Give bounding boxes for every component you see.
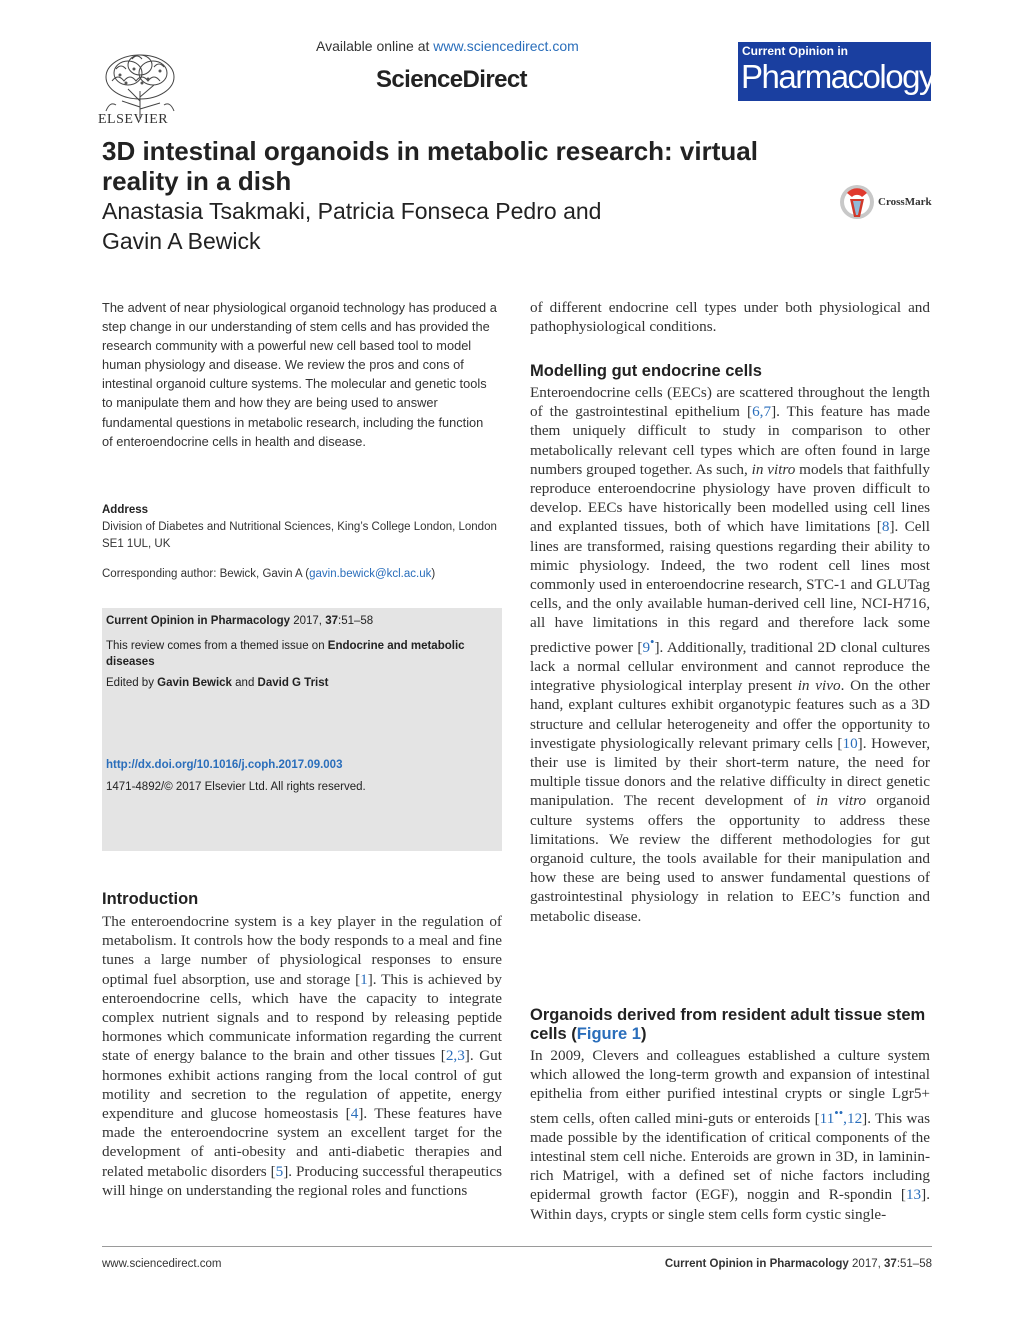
info-theme-name: Endocrine and metabolic diseases (106, 640, 465, 668)
introduction-body: The enteroendocrine system is a key player in the regulation of metabolism. It controls how the body responds to a meal and fine tunes a large number of physiological responses to ensure optimal fuel absorption, use and storage [1]. This is achieved by enteroendocrine cells, which have the capacity to integrate complex nutrient signals and to respond by releasing peptide hormones which communicate information regarding the current state of energy balance to the brain and other tissues [2,3]. Gut hormones exhibit actions ranging from the local control of gut motility and secretion to the regulation of appetite, energy expenditure and glucose homeostasis [4]. These features have made the enteroendocrine system an excellent target for the development of anti-obesity and anti-diabetic therapies and related metabolic disorders [5]. Producing successful therapeutics will hinge on understanding the regional roles and functions (102, 913, 503, 1199)
figure-1-link[interactable]: Figure 1 (576, 1025, 641, 1043)
corresponding-suffix: ) (431, 568, 436, 580)
footer-pages: :51–58 (896, 1258, 932, 1270)
citation-link[interactable]: 6,7 (752, 403, 772, 421)
info-editor-2: David G Trist (257, 677, 329, 689)
citation-link[interactable]: 4 (350, 1105, 359, 1123)
citation-link[interactable]: 13 (905, 1186, 922, 1204)
info-editors (106, 677, 328, 689)
footer-year: 2017, (848, 1258, 885, 1270)
modelling-body: Enteroendocrine cells (EECs) are scattered throughout the length of the gastrointestinal epithelium [6,7]. This feature has made them uniquely difficult to study in comparison to other metabolically relevant cell types which are often found in large numbers grouped together. As such, in vitro models that faithfully reproduce enteroendocrine physiology have proven difficult to develop. EECs have historically been modelled using cell lines and explanted tissues, both of which have limitations [8]. Cell lines are transformed, raising questions regarding their ability to mimic physiology. Indeed, the two rodent cell lines most commonly used in enteroendocrine research, STC-1 and GLUTag cells, and the only available human-derived cell line, NCI-H716, all have limitations in this regard and therefore lack some predictive power [9•]. Additionally, traditional 2D clonal cultures lack a normal cellular environment and cannot reproduce the integrative physiological interplay present in vivo. On the other hand, explant cultures exhibit organotypic features such as a 3D structure and cellular heterogeneity and offer the opportunity to investigate physiologically relevant primary cells [10]. However, their use is limited by their short-term nature, the need for multiple tissue donors and the relative difficulty in direct genetic manipulation. The recent development of in vitro organoid culture systems offers the opportunity to address these limitations. We review the different methodologies for gut organoid culture, the tools available for their manipulation and how these are being used to answer fundamental questions of gastrointestinal physiology in relation to EEC’s function and metabolic disease. (530, 384, 931, 925)
available-prefix: Available online at (316, 38, 434, 54)
citation-link[interactable]: 9• (642, 634, 655, 656)
organoid-heading-text: Organoids derived from resident adult tissue stem cells ( (530, 1006, 926, 1043)
article-authors (102, 196, 702, 256)
info-editor-1: Gavin Bewick (157, 677, 232, 689)
organoid-heading-end: ) (640, 1025, 647, 1043)
modelling-heading: Modelling gut endocrine cells (530, 362, 762, 380)
info-theme-prefix: This review comes from a themed issue on (106, 640, 328, 652)
info-theme (106, 638, 498, 670)
citation-link[interactable]: 1 (360, 970, 368, 988)
introduction-continued: of different endocrine cell types under both physiological and pathophysiological conditions. (530, 299, 930, 336)
article-info-box (102, 608, 502, 851)
footer-website: www.sciencedirect.com (102, 1258, 222, 1270)
organoid-heading (530, 1006, 930, 1044)
citation-link[interactable]: 11••,12 (819, 1105, 863, 1127)
corresponding-prefix: Corresponding author: Bewick, Gavin A ( (102, 568, 310, 580)
info-year: 2017, (290, 615, 326, 627)
organoid-body: In 2009, Clevers and colleagues established a culture system which allowed the long-term growth and expansion of intestinal epithelia from either purified intestinal crypts or single Lgr5+ stem cells, often called mini-guts or enteroids [11••,12]. This was made possible by the identification of critical components of the intestinal stem cell niche. Enteroids are grown in 3D, in laminin-rich Matrigel, with a defined set of niche factors including epidermal growth factor (EGF), noggin and R-spondin [13]. Within days, crypts or single stem cells form cystic single- (530, 1047, 931, 1223)
authors-line-2: Gavin A Bewick (102, 228, 261, 254)
address-text: Division of Diabetes and Nutritional Sciences, King’s College London, London SE1 1UL, UK (102, 521, 497, 550)
crossmark-label: CrossMark (878, 196, 932, 208)
doi-link[interactable]: http://dx.doi.org/10.1016/j.coph.2017.09.003 (106, 759, 343, 771)
info-pages: :51–58 (338, 615, 374, 627)
publisher-name: ELSEVIER (98, 112, 169, 127)
info-copyright: 1471-4892/© 2017 Elsevier Ltd. All rights reserved. (106, 781, 366, 793)
article-title: 3D intestinal organoids in metabolic research: virtual reality in a dish (102, 136, 758, 196)
journal-logo (738, 42, 934, 101)
citation-link[interactable]: 10 (842, 734, 858, 752)
introduction-heading: Introduction (102, 890, 199, 908)
available-online (316, 38, 579, 54)
authors-line-1: Anastasia Tsakmaki, Patricia Fonseca Pedro and (102, 198, 602, 224)
footer-citation (665, 1258, 932, 1270)
info-citation (106, 615, 373, 627)
citation-link[interactable]: 2,3 (445, 1047, 465, 1065)
info-edited-prefix: Edited by (106, 677, 158, 689)
corresponding-email-link[interactable]: gavin.bewick@kcl.ac.uk (309, 568, 432, 580)
abstract: The advent of near physiological organoid technology has produced a step change in our understanding of stem cells and has provided the research community with a powerful new cell based tool to model human physiology and disease. We review the pros and cons of intestinal organoid culture systems. The molecular and genetic tools to manipulate them and how they are being used to answer fundamental questions in metabolic research, including the function of enteroendocrine cells in health and disease. (102, 300, 497, 449)
address-heading: Address (102, 504, 149, 516)
sciencedirect-wordmark: ScienceDirect (376, 66, 527, 93)
info-editors-and: and (231, 677, 258, 689)
citation-link[interactable]: 8 (881, 518, 890, 536)
footer-journal: Current Opinion in Pharmacology (664, 1258, 849, 1270)
journal-logo-top: Current Opinion in (742, 44, 848, 58)
info-journal: Current Opinion in Pharmacology (106, 615, 291, 627)
citation-link[interactable]: 5 (275, 1162, 284, 1180)
info-volume: 37 (325, 615, 338, 627)
corresponding-author (102, 568, 497, 580)
footer-volume: 37 (884, 1258, 897, 1270)
footer-divider (102, 1246, 932, 1247)
journal-logo-name: Pharmacology (741, 58, 934, 95)
sciencedirect-link[interactable]: www.sciencedirect.com (433, 38, 579, 54)
